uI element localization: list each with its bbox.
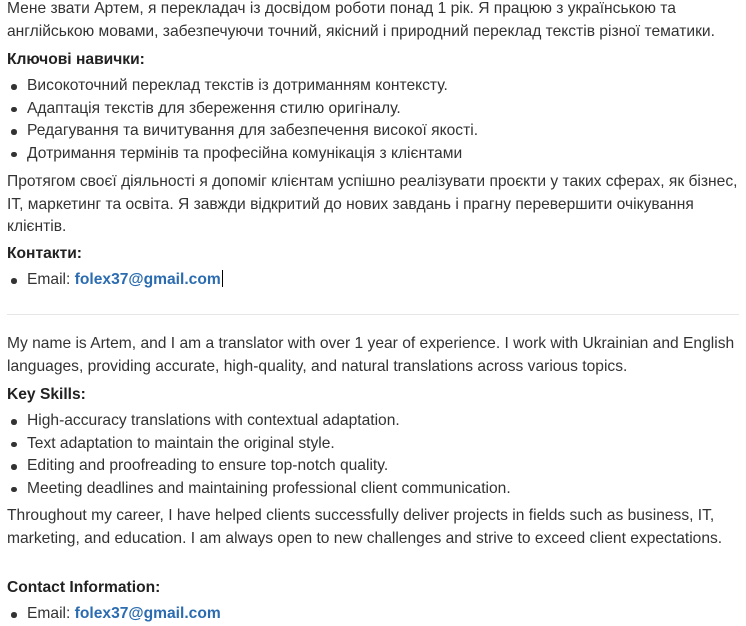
contacts-heading-en: Contact Information: <box>7 579 161 596</box>
list-item: Editing and proofreading to ensure top-notch quality. <box>0 455 511 478</box>
skills-list-en <box>0 410 511 500</box>
list-item: Редагування та вичитування для забезпечення високої якості. <box>0 120 478 143</box>
list-item: Високоточний переклад текстів із дотриманням контексту. <box>0 75 478 98</box>
contacts-heading-uk: Контакти: <box>7 245 82 262</box>
contacts-list-en <box>0 603 221 626</box>
intro-paragraph-uk: Мене звати Артем, я перекладач із досвідом роботи понад 1 рік. Я працюю з українською та англійською мовами, забезпечуючи точний, якісний і природний переклад текстів різної тематики. <box>7 0 715 40</box>
experience-paragraph-uk: Протягом своєї діяльності я допоміг клієнтам успішно реалізувати проєкти у таких сферах, як бізнес, IT, маркетинг та освіта. Я завжди відкритий до нових завдань і прагну перевершити очікування клієнтів. <box>7 173 738 235</box>
intro-paragraph-en: My name is Artem, and I am a translator with over 1 year of experience. I work with Ukrainian and English languages, providing accurate, high-quality, and natural translations across various topics. <box>7 335 735 375</box>
skills-list-uk <box>0 75 478 165</box>
list-item: Адаптація текстів для збереження стилю оригіналу. <box>0 98 478 121</box>
experience-paragraph-en: Throughout my career, I have helped clients successfully deliver projects in fields such as business, IT, marketing, and education. I am always open to new challenges and strive to exceed client expectations. <box>7 507 723 547</box>
email-link[interactable]: folex37@gmail.com <box>74 271 221 288</box>
text-cursor <box>222 270 223 287</box>
email-label: Email: <box>27 271 75 288</box>
list-item: Text adaptation to maintain the original style. <box>0 433 511 456</box>
email-label: Email: <box>27 605 75 622</box>
contacts-list-uk <box>0 269 223 292</box>
section-divider <box>7 314 739 315</box>
list-item: Дотримання термінів та професійна комунікація з клієнтами <box>0 143 478 166</box>
list-item: Meeting deadlines and maintaining professional client communication. <box>0 478 511 501</box>
skills-heading-en: Key Skills: <box>7 386 86 403</box>
list-item: High-accuracy translations with contextual adaptation. <box>0 410 511 433</box>
email-link[interactable]: folex37@gmail.com <box>74 605 221 622</box>
skills-heading-uk: Ключові навички: <box>7 51 145 68</box>
list-item <box>0 269 223 292</box>
list-item <box>0 603 221 626</box>
